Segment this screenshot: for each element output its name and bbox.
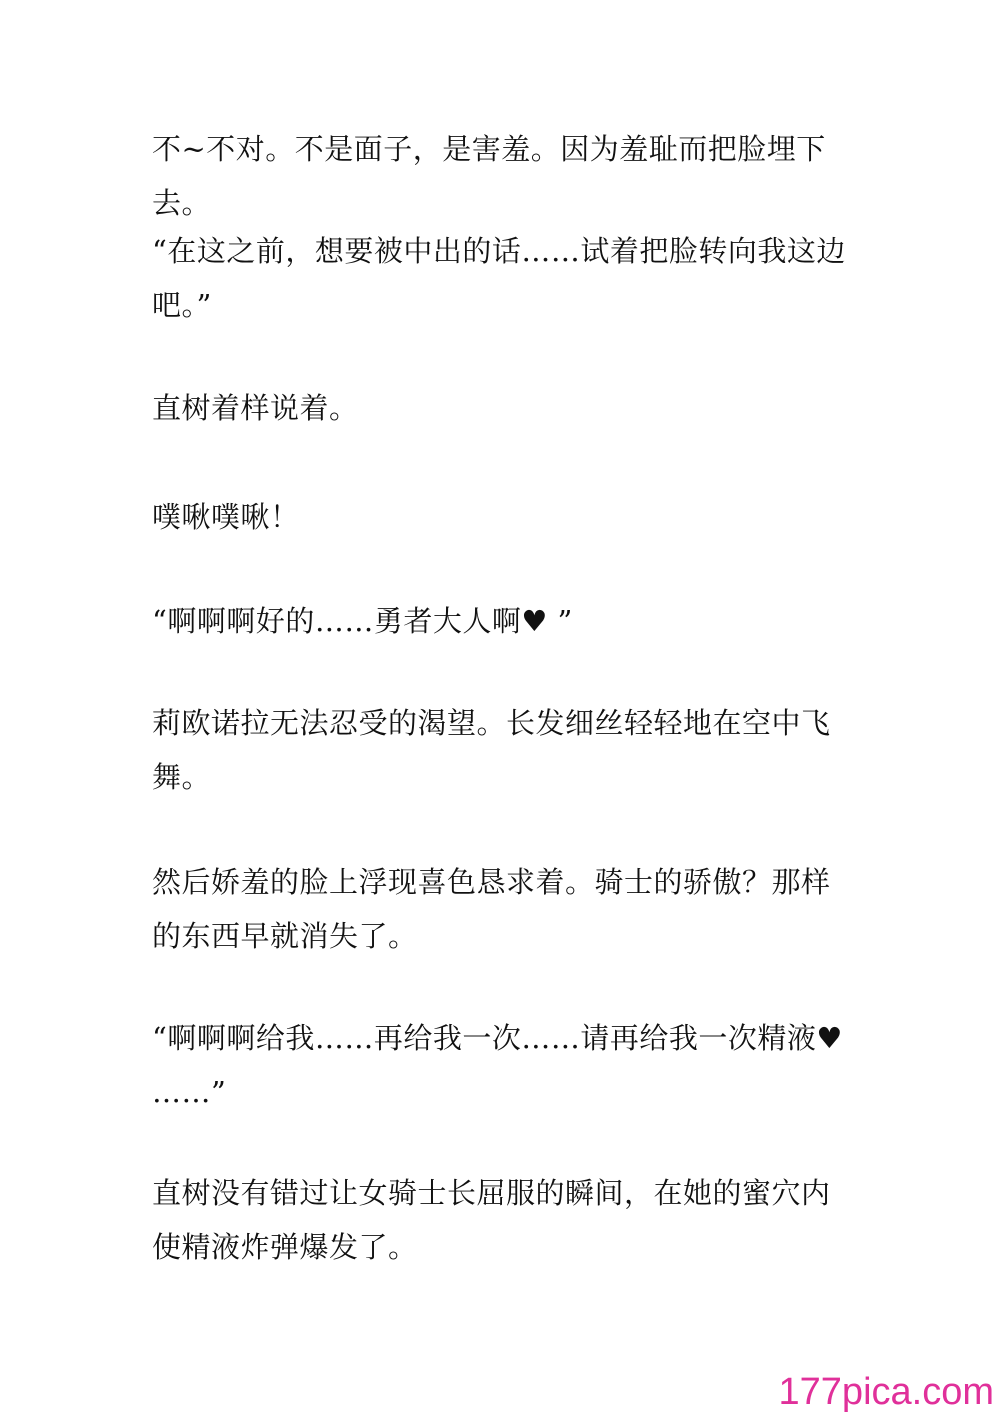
paragraph-7: 然后娇羞的脸上浮现喜色恳求着。骑士的骄傲？那样的东西早就消失了。	[152, 865, 831, 953]
watermark-text: 177pica.com	[778, 1371, 994, 1413]
paragraph-2: “在这之前，想要被中出的话……试着把脸转向我这边吧。”	[152, 234, 846, 322]
paragraph-6: 莉欧诺拉无法忍受的渴望。长发细丝轻轻地在空中飞舞。	[152, 706, 831, 794]
paragraph-5: “啊啊啊好的……勇者大人啊♥ ”	[152, 604, 573, 638]
paragraph-3: 直树着样说着。	[152, 391, 359, 425]
paragraph-8: “啊啊啊给我……再给我一次……请再给我一次精液♥ ……”	[152, 1021, 843, 1109]
paragraph-1: 不~不对。不是面子，是害羞。因为羞耻而把脸埋下去。	[152, 132, 826, 220]
paragraph-9: 直树没有错过让女骑士长屈服的瞬间，在她的蜜穴内使精液炸弹爆发了。	[152, 1176, 831, 1264]
paragraph-4: 噗啾噗啾！	[152, 500, 300, 534]
